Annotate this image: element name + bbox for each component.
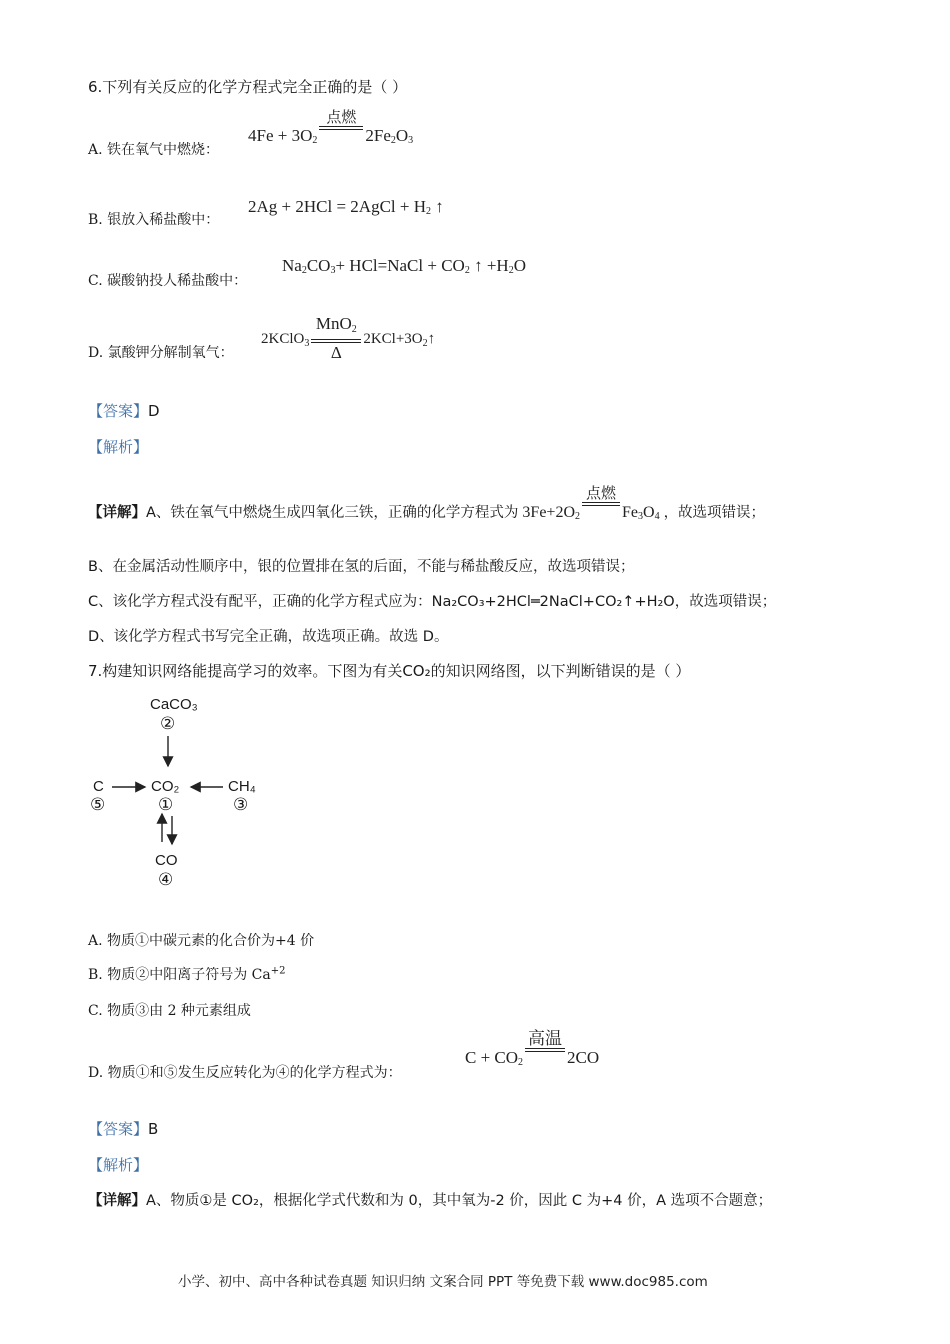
q6-option-a-equation: 4Fe + 3O $_2$ 点燃 2Fe $_2$ O $_3$ — [248, 110, 414, 146]
q7-detail-a: 【详解】A、物质①是 CO₂，根据化学式代数和为 0，其中氧为-2 价，因此 C 为+4 价，A 选项不合题意； — [88, 1193, 773, 1209]
node-co2: CO₂ — [151, 778, 180, 795]
q6-option-d-label: D. 氯酸钾分解制氧气： — [88, 345, 234, 361]
node-c: C — [93, 778, 104, 795]
node-5-number: ⑤ — [90, 795, 106, 814]
q7-option-a: A. 物质①中碳元素的化合价为+4 价 — [88, 933, 315, 949]
node-2-number: ② — [160, 714, 176, 733]
q7-option-d-label: D. 物质①和⑤发生反应转化为④的化学方程式为： — [88, 1065, 402, 1081]
node-co: CO — [155, 852, 178, 869]
node-caco3: CaCO₃ — [150, 696, 198, 713]
node-1-number: ① — [158, 795, 174, 814]
q6-option-c-equation: Na $_2$ CO $_3$ + HCl=NaCl + CO $_2$ ↑ +H $_2$ O — [282, 256, 526, 276]
node-4-number: ④ — [158, 870, 174, 889]
q6-option-c-label: C. 碳酸钠投人稀盐酸中： — [88, 273, 248, 289]
q7-stem: 7.构建知识网络能提高学习的效率。下图为有关CO₂的知识网络图，以下判断错误的是（ ） — [88, 662, 691, 680]
q6-option-b-equation: 2Ag + 2HCl = 2AgCl + H $_2$ ↑ — [248, 197, 444, 217]
q7-option-b: B. 物质②中阳离子符号为 $Ca^{+2}$ — [88, 965, 286, 983]
q7-answer: 【答案】B — [88, 1120, 159, 1138]
q7-option-c: C. 物质③由 2 种元素组成 — [88, 1003, 251, 1019]
node-3-number: ③ — [233, 795, 249, 814]
q7-knowledge-network-diagram — [85, 690, 285, 895]
q6-detail-b: B、在金属活动性顺序中，银的位置排在氢的后面，不能与稀盐酸反应，故选项错误； — [88, 559, 635, 575]
q6-analysis-tag: 【解析】 — [88, 438, 149, 456]
page-footer: 小学、初中、高中各种试卷真题 知识归纳 文案合同 PPT 等免费下载 www.doc985.com — [178, 1274, 708, 1290]
q6-answer: 【答案】D — [88, 402, 160, 420]
q6-detail-a: 【详解】 A、铁在氧气中燃烧生成四氧化三铁，正确的化学方程式为 3Fe+2O $_2$ 点燃 Fe $_3$ O $_4$ ，故选项错误； — [88, 486, 766, 522]
node-ch4: CH₄ — [228, 778, 256, 795]
q7-analysis-tag: 【解析】 — [88, 1156, 149, 1174]
q6-option-b-label: B. 银放入稀盐酸中： — [88, 212, 220, 228]
q6-detail-c: C、该化学方程式没有配平，正确的化学方程式应为：Na₂CO₃+2HCl═2NaCl+CO₂↑+H₂O，故选项错误； — [88, 594, 777, 610]
q6-stem: 6.下列有关反应的化学方程式完全正确的是（ ） — [88, 78, 408, 96]
q6-option-d-equation: 2KClO$_3$ MnO$_2$ Δ $2KCl+3O_2↑$ — [261, 314, 436, 362]
q6-detail-d: D、该化学方程式书写完全正确，故选项正确。故选 D。 — [88, 629, 449, 645]
q7-option-d-equation: C + CO $_2$ 高温 2CO — [465, 1029, 600, 1068]
q6-option-a-label: A. 铁在氧气中燃烧： — [88, 142, 220, 158]
